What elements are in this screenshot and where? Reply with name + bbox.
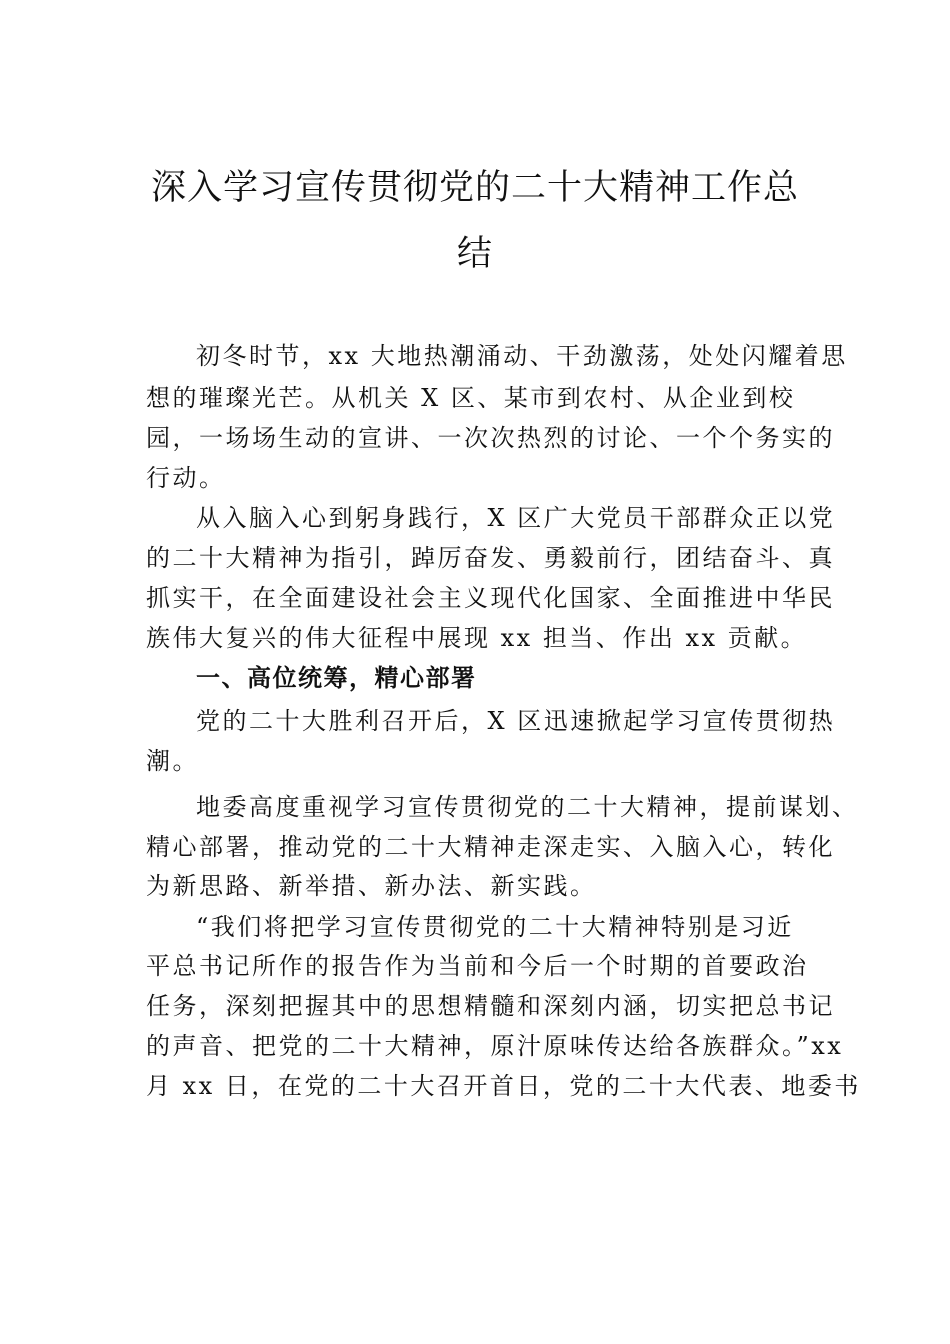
paragraph-4-line-3: 为新思路、新举措、新办法、新实践。 — [146, 872, 597, 900]
section-1-heading: 一、高位统筹，精心部署 — [196, 664, 477, 692]
paragraph-2-line-1: 从入脑入心到躬身践行，X 区广大党员干部群众正以党 — [196, 504, 836, 532]
document-title-line-2: 结 — [456, 234, 493, 274]
document-title-line-1: 深入学习宣传贯彻党的二十大精神工作总 — [150, 168, 799, 208]
paragraph-5-line-3: 任务，深刻把握其中的思想精髓和深刻内涵，切实把总书记 — [146, 992, 835, 1020]
paragraph-1-line-4: 行动。 — [146, 464, 226, 492]
paragraph-3-line-2: 潮。 — [146, 747, 199, 775]
paragraph-1-line-2: 想的璀璨光芒。从机关 X 区、某市到农村、从企业到校 — [146, 384, 796, 412]
paragraph-4-line-2: 精心部署，推动党的二十大精神走深走实、入脑入心，转化 — [146, 833, 835, 861]
paragraph-1-line-1: 初冬时节，xx 大地热潮涌动、干劲激荡，处处闪耀着思 — [196, 342, 848, 370]
paragraph-5-line-1: “我们将把学习宣传贯彻党的二十大精神特别是习近 — [196, 913, 794, 941]
paragraph-3-line-1: 党的二十大胜利召开后，X 区迅速掀起学习宣传贯彻热 — [196, 707, 836, 735]
paragraph-1-line-3: 园，一场场生动的宣讲、一次次热烈的讨论、一个个务实的 — [146, 424, 835, 452]
paragraph-5-line-4: 的声音、把党的二十大精神，原汁原味传达给各族群众。”xx — [146, 1032, 844, 1060]
paragraph-5-line-5: 月 xx 日，在党的二十大召开首日，党的二十大代表、地委书 — [146, 1072, 861, 1100]
paragraph-4-line-1: 地委高度重视学习宣传贯彻党的二十大精神，提前谋划、 — [196, 793, 859, 821]
paragraph-2-line-3: 抓实干，在全面建设社会主义现代化国家、全面推进中华民 — [146, 584, 835, 612]
paragraph-2-line-4: 族伟大复兴的伟大征程中展现 xx 担当、作出 xx 贡献。 — [146, 624, 808, 652]
paragraph-2-line-2: 的二十大精神为指引，踔厉奋发、勇毅前行，团结奋斗、真 — [146, 544, 835, 572]
paragraph-5-line-2: 平总书记所作的报告作为当前和今后一个时期的首要政治 — [146, 952, 809, 980]
